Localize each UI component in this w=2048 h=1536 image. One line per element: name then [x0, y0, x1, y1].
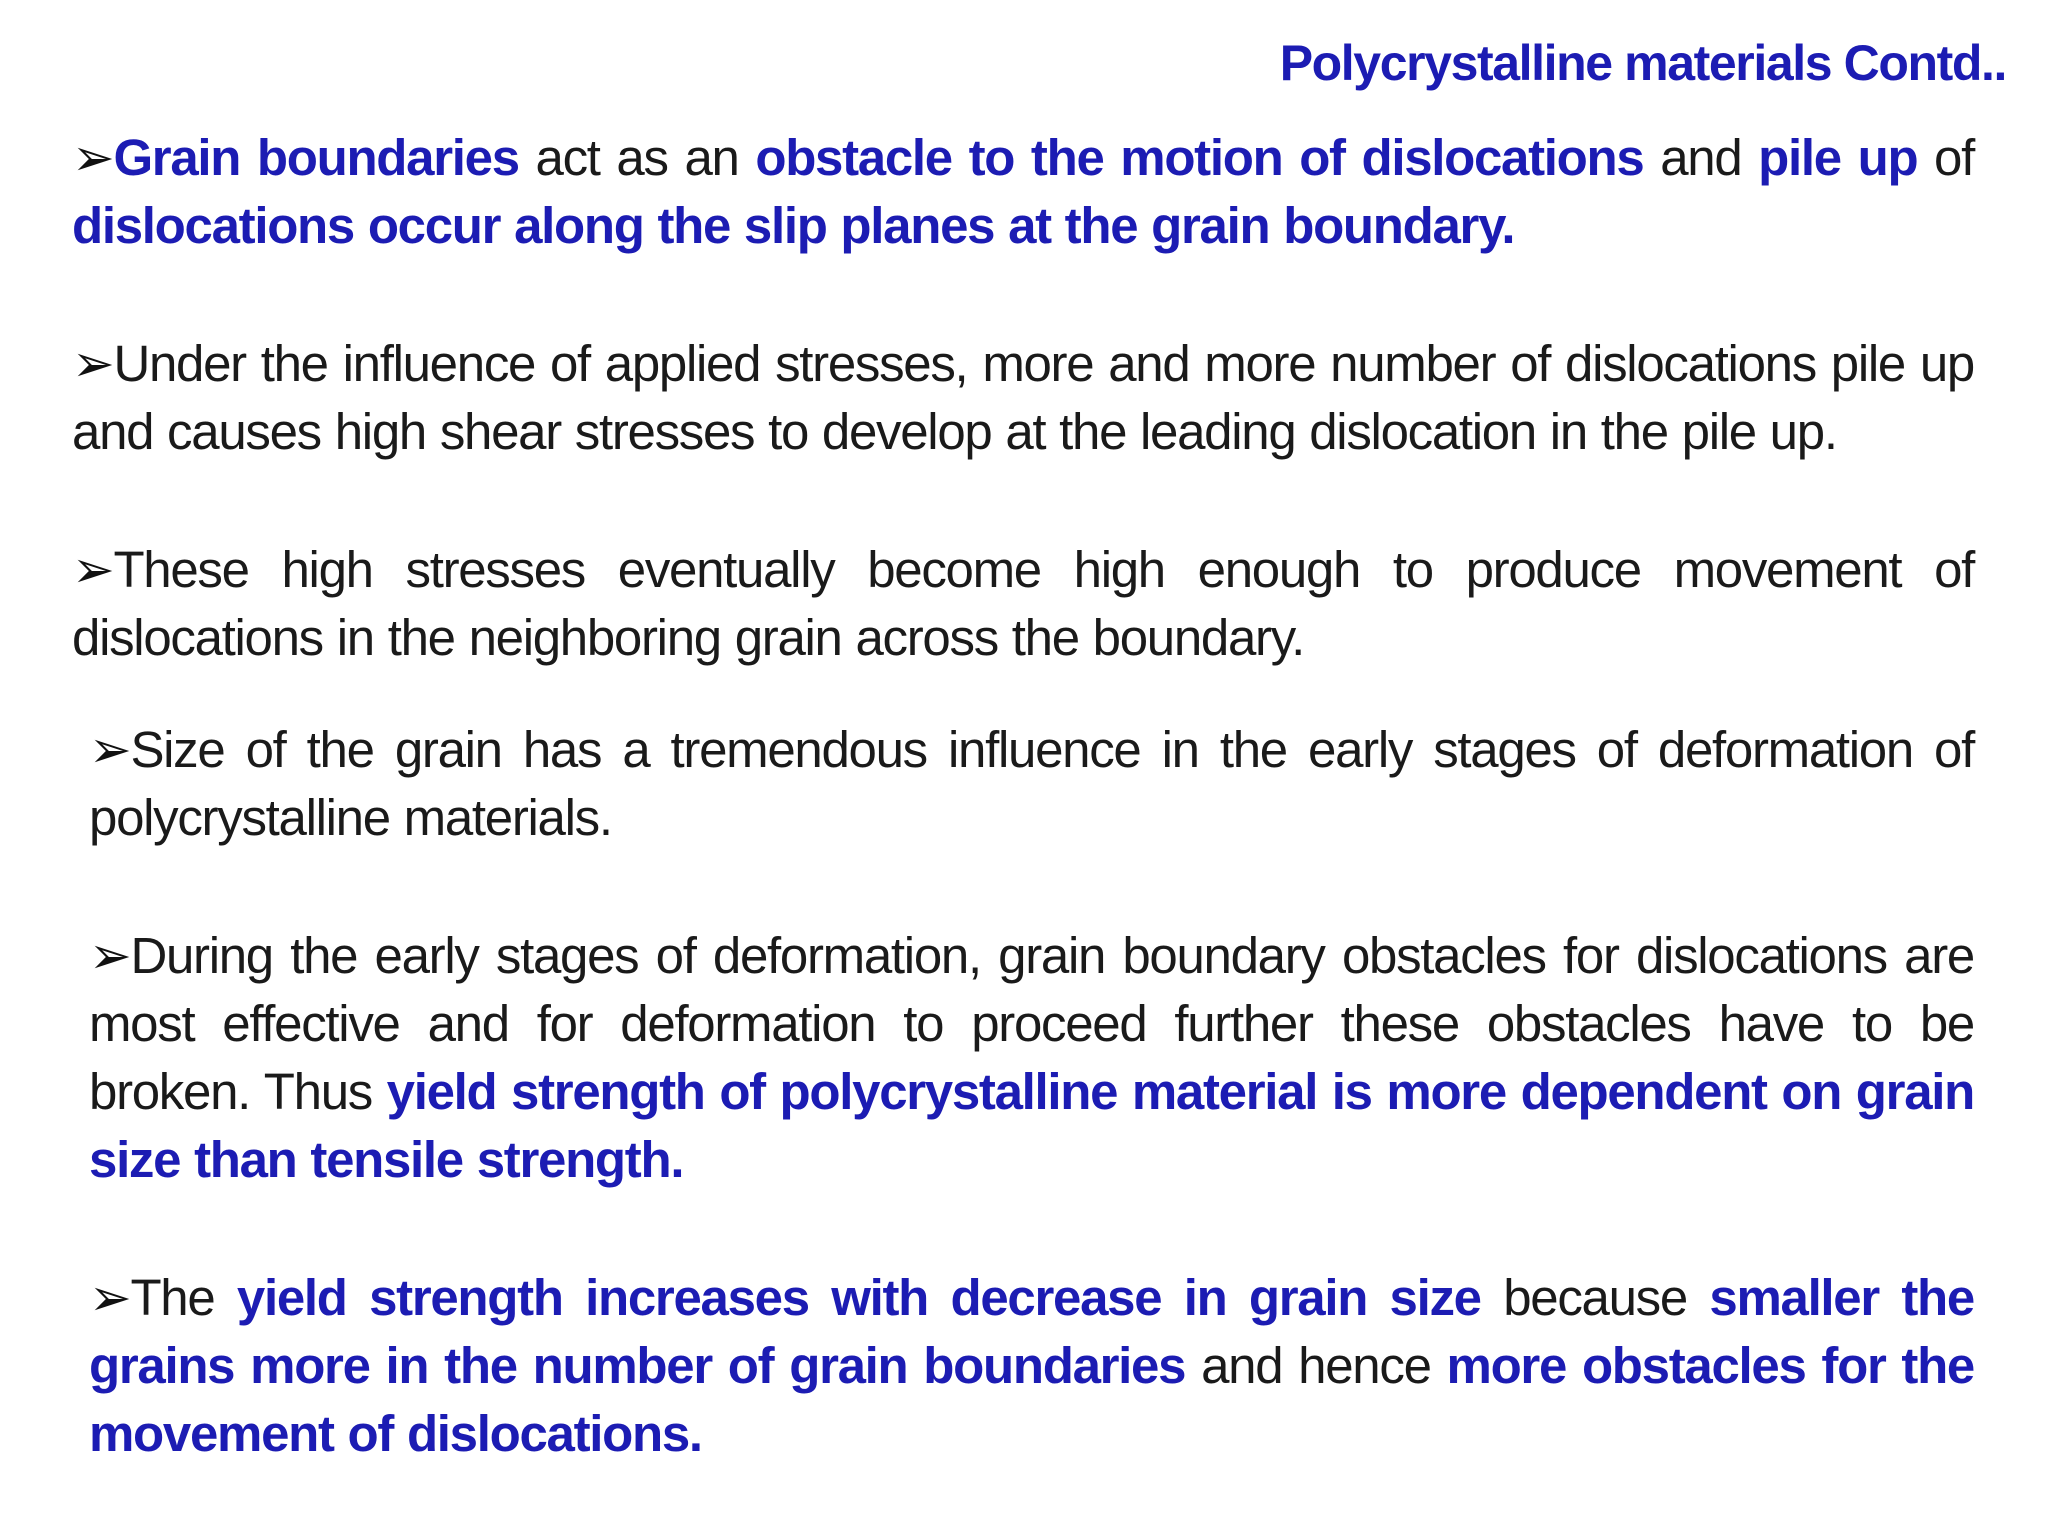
bullet-early-deformation	[89, 922, 1974, 1194]
body-text: During the early stages of deformation, grain boundary obstacles for dislocations are most effective and for deformation to proceed further these obstacles have to be broken. Thus	[89, 927, 1974, 1120]
body-text: The	[130, 1269, 237, 1326]
bullet-high-stresses	[72, 536, 1974, 672]
emphasis-text: dislocations occur along the slip planes at the grain boundary.	[72, 197, 1515, 254]
arrowhead-bullet-icon: ➢	[72, 129, 114, 186]
emphasis-text: obstacle to the motion of dislocations	[755, 129, 1644, 186]
arrowhead-bullet-icon: ➢	[89, 721, 131, 778]
body-text: of	[1917, 129, 1974, 186]
body-text: and hence	[1185, 1337, 1447, 1394]
bullet-grain-size-influence	[89, 716, 1974, 852]
emphasis-text: pile up	[1758, 129, 1918, 186]
emphasis-text: yield strength increases with decrease in grain size	[236, 1269, 1481, 1326]
arrowhead-bullet-icon: ➢	[89, 927, 131, 984]
emphasis-text: smaller the grains more in the number of grain boundaries	[89, 1269, 1974, 1394]
body-text: and	[1643, 129, 1759, 186]
body-text: Size of the grain has a tremendous influence in the early stages of deformation of polycrystalline materials.	[89, 721, 1974, 846]
bullet-grain-boundaries-obstacle	[72, 124, 1974, 260]
emphasis-text: yield strength of polycrystalline material is more dependent on grain size than tensile strength.	[89, 1063, 1974, 1188]
arrowhead-bullet-icon: ➢	[89, 1269, 131, 1326]
emphasis-text: Grain boundaries	[113, 129, 519, 186]
emphasis-text: more obstacles for the movement of dislocations.	[89, 1337, 1974, 1462]
body-text: Under the influence of applied stresses, more and more number of dislocations pile up and causes high shear stresses to develop at the leading dislocation in the pile up.	[72, 335, 1974, 460]
bullet-yield-strength-increases	[89, 1264, 1974, 1468]
body-text: These high stresses eventually become high enough to produce movement of dislocations in the neighboring grain across the boundary.	[72, 541, 1974, 666]
arrowhead-bullet-icon: ➢	[72, 541, 114, 598]
body-text: act as an	[518, 129, 756, 186]
bullet-applied-stresses	[72, 330, 1974, 466]
slide-title: Polycrystalline materials Contd..	[1279, 35, 2006, 91]
body-text: because	[1480, 1269, 1710, 1326]
arrowhead-bullet-icon: ➢	[72, 335, 114, 392]
